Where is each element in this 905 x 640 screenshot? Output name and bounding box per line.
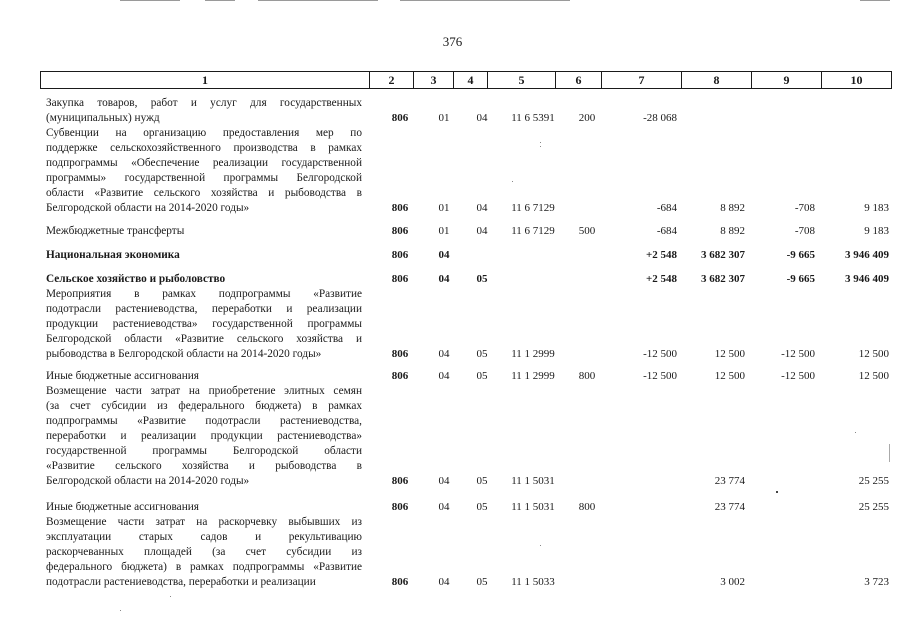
subsection-col-4: 05	[476, 348, 488, 360]
description-line: Национальная экономика	[46, 249, 180, 261]
section-col-3: 04	[438, 348, 450, 360]
section-col-3: 04	[438, 273, 450, 285]
section-col-3: 04	[438, 501, 450, 513]
target-article-col-5: 11 1 5031	[511, 475, 555, 487]
amount-col-10: 12 500	[858, 348, 889, 360]
subsection-col-4: 05	[476, 273, 488, 285]
amount-col-8: 8 892	[720, 202, 745, 214]
description-line: подотрасли растениеводства, переработки и реализации	[46, 303, 362, 315]
subsection-col-4: 04	[476, 225, 488, 237]
scan-speck	[889, 444, 890, 462]
description-line: области «Развитие сельского хозяйства и рыбоводства в	[46, 187, 362, 199]
amount-col-7: -684	[656, 202, 677, 214]
header-col-1: 1	[202, 72, 208, 87]
amount-col-9: -12 500	[781, 348, 815, 360]
header-col-2: 2	[369, 72, 413, 88]
expense-type-col-6: 500	[578, 225, 596, 237]
expense-type-col-6: 800	[578, 501, 596, 513]
scan-edge-line	[258, 0, 378, 1]
subsection-col-4: 05	[476, 370, 488, 382]
code-col-2: 806	[391, 576, 409, 588]
amount-col-10: 3 946 409	[845, 273, 889, 285]
amount-col-8: 3 682 307	[701, 273, 745, 285]
description-line: переработки и реализации продукции растениеводства»	[46, 430, 362, 442]
row-description	[46, 287, 362, 362]
target-article-col-5: 11 1 2999	[511, 348, 555, 360]
amount-col-10: 3 723	[864, 576, 889, 588]
description-line: раскорчеванных площадей (за счет субсидии из	[46, 546, 362, 558]
target-article-col-5: 11 1 5031	[511, 501, 555, 513]
description-line: продукции растениеводства» государственной программы	[46, 318, 362, 330]
amount-col-8: 23 774	[714, 501, 745, 513]
scan-speck	[540, 146, 541, 147]
subsection-col-4: 05	[476, 576, 488, 588]
row-description	[46, 515, 362, 590]
description-line: поддержке сельскохозяйственного производства в рамках	[46, 142, 362, 154]
amount-col-10: 9 183	[864, 202, 889, 214]
subsection-col-4: 05	[476, 475, 488, 487]
header-col-9: 9	[751, 72, 821, 88]
amount-col-9: -708	[794, 202, 815, 214]
description-line: Белгородской области «Развитие сельского хозяйства и	[46, 333, 362, 345]
amount-col-7: -12 500	[643, 370, 677, 382]
description-line: Возмещение части затрат на приобретение элитных семян	[46, 385, 362, 397]
section-col-3: 04	[438, 370, 450, 382]
scan-speck	[776, 491, 778, 493]
code-col-2: 806	[391, 348, 409, 360]
header-col-7: 7	[601, 72, 681, 88]
row-description	[46, 96, 362, 126]
code-col-2: 806	[391, 225, 409, 237]
section-col-3: 04	[438, 475, 450, 487]
row-description	[46, 272, 362, 287]
header-col-3: 3	[413, 72, 453, 88]
amount-col-7: +2 548	[645, 249, 677, 261]
description-line: Сельское хозяйство и рыболовство	[46, 273, 226, 285]
scan-speck	[855, 432, 856, 433]
description-line: федерального бюджета) в рамках подпрограммы «Развитие	[46, 561, 362, 573]
code-col-2: 806	[391, 202, 409, 214]
amount-col-8: 12 500	[714, 348, 745, 360]
amount-col-7: -12 500	[643, 348, 677, 360]
subsection-col-4: 04	[476, 202, 488, 214]
row-description	[46, 224, 362, 239]
amount-col-10: 3 946 409	[845, 249, 889, 261]
code-col-2: 806	[391, 273, 409, 285]
description-line: Субвенции на организацию предоставления мер по	[46, 127, 362, 139]
description-line: Иные бюджетные ассигнования	[46, 501, 199, 513]
header-col-8: 8	[681, 72, 751, 88]
subsection-col-4: 05	[476, 501, 488, 513]
amount-col-9: -708	[794, 225, 815, 237]
target-article-col-5: 11 1 5033	[511, 576, 555, 588]
amount-col-8: 23 774	[714, 475, 745, 487]
description-line: подотрасли растениеводства, переработки и реализации	[46, 576, 316, 588]
amount-col-8: 8 892	[720, 225, 745, 237]
row-description	[46, 384, 362, 489]
header-col-5: 5	[487, 72, 555, 88]
scan-edge-line	[120, 0, 180, 1]
description-line: подпрограммы «Обеспечение реализации государственной	[46, 157, 362, 169]
description-line: государственной программы Белгородской области	[46, 445, 362, 457]
header-col-10: 10	[821, 72, 891, 88]
code-col-2: 806	[391, 370, 409, 382]
amount-col-7: -684	[656, 225, 677, 237]
description-line: Иные бюджетные ассигнования	[46, 370, 199, 382]
target-article-col-5: 11 1 2999	[511, 370, 555, 382]
subsection-col-4: 04	[476, 112, 488, 124]
expense-type-col-6: 200	[578, 112, 596, 124]
description-line: подпрограммы «Развитие подотрасли растениеводства,	[46, 415, 362, 427]
description-line: Белгородской области на 2014-2020 годы»	[46, 202, 250, 214]
amount-col-8: 12 500	[714, 370, 745, 382]
amount-col-9: -9 665	[786, 273, 815, 285]
row-description	[46, 500, 362, 515]
amount-col-10: 9 183	[864, 225, 889, 237]
header-col-6: 6	[555, 72, 601, 88]
table-header	[40, 71, 892, 89]
code-col-2: 806	[391, 249, 409, 261]
scan-edge-line	[205, 0, 235, 1]
description-line: (муниципальных) нужд	[46, 112, 160, 124]
amount-col-9: -9 665	[786, 249, 815, 261]
scan-speck	[120, 610, 121, 611]
target-article-col-5: 11 6 5391	[511, 112, 555, 124]
code-col-2: 806	[391, 112, 409, 124]
description-line: эксплуатации старых садов и рекультивацию	[46, 531, 362, 543]
amount-col-7: -28 068	[643, 112, 677, 124]
scan-speck	[170, 596, 171, 597]
amount-col-9: -12 500	[781, 370, 815, 382]
expense-type-col-6: 800	[578, 370, 596, 382]
scan-edge-line	[400, 0, 570, 1]
row-description	[46, 126, 362, 216]
header-col-4: 4	[453, 72, 487, 88]
target-article-col-5: 11 6 7129	[511, 225, 555, 237]
description-line: программы» государственной программы Белгородской	[46, 172, 362, 184]
code-col-2: 806	[391, 501, 409, 513]
amount-col-8: 3 002	[720, 576, 745, 588]
description-line: Белгородской области на 2014-2020 годы»	[46, 475, 250, 487]
section-col-3: 04	[438, 249, 450, 261]
amount-col-10: 25 255	[858, 475, 889, 487]
row-description	[46, 369, 362, 384]
target-article-col-5: 11 6 7129	[511, 202, 555, 214]
amount-col-10: 12 500	[858, 370, 889, 382]
page-number: 376	[442, 34, 463, 49]
description-line: Межбюджетные трансферты	[46, 225, 185, 237]
section-col-3: 01	[438, 202, 450, 214]
description-line: (за счет субсидии из федерального бюджета) в рамках	[46, 400, 362, 412]
section-col-3: 01	[438, 112, 450, 124]
amount-col-7: +2 548	[645, 273, 677, 285]
amount-col-8: 3 682 307	[701, 249, 745, 261]
description-line: Закупка товаров, работ и услуг для государственных	[46, 97, 362, 109]
scan-speck	[540, 142, 541, 143]
description-line: рыбоводства в Белгородской области на 2014-2020 годы»	[46, 348, 322, 360]
row-description	[46, 248, 362, 263]
description-line: «Развитие сельского хозяйства и рыбоводства в	[46, 460, 362, 472]
scan-speck	[540, 545, 541, 546]
description-line: Возмещение части затрат на раскорчевку выбывших из	[46, 516, 362, 528]
amount-col-10: 25 255	[858, 501, 889, 513]
section-col-3: 04	[438, 576, 450, 588]
description-line: Мероприятия в рамках подпрограммы «Развитие	[46, 288, 362, 300]
scan-edge-line	[860, 0, 890, 1]
code-col-2: 806	[391, 475, 409, 487]
section-col-3: 01	[438, 225, 450, 237]
scan-speck	[512, 181, 513, 182]
